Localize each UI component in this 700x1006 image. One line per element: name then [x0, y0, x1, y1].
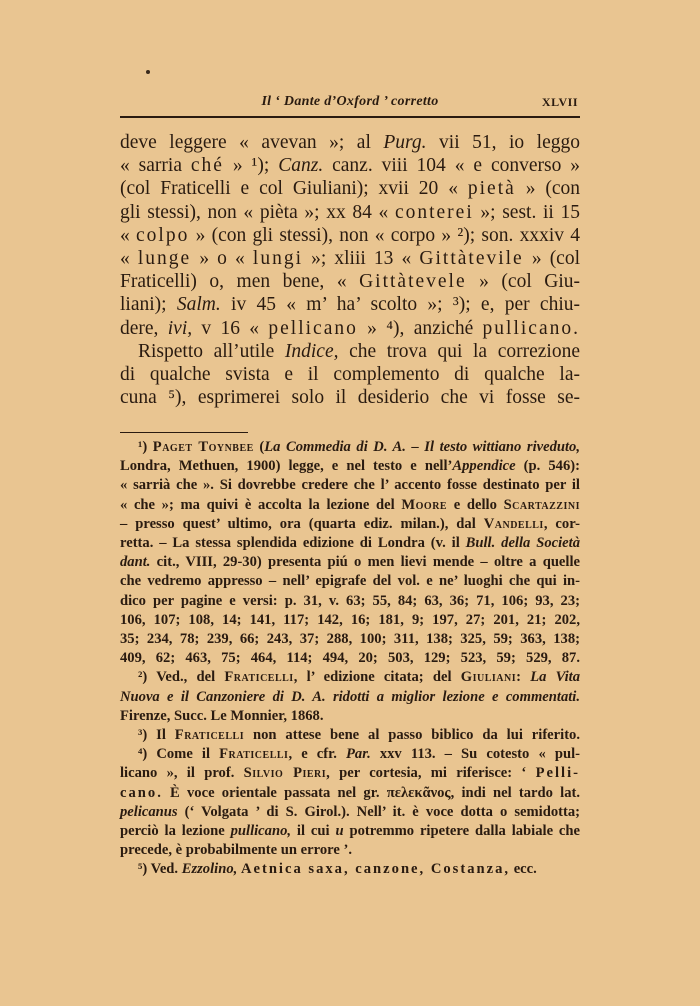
footnote-line: [120, 688, 580, 707]
text-run: ecc.: [510, 861, 537, 878]
text-run: » ⁴), anziché: [357, 317, 483, 339]
text-run: Vandelli: [483, 515, 544, 532]
text-run: colpo: [136, 224, 190, 246]
text-run: xxv 113. – Su cotesto « pul-: [370, 746, 580, 763]
text-run: il cui: [291, 823, 336, 840]
text-run: » (con: [515, 178, 580, 200]
body-line: [120, 201, 580, 224]
footnote-rule: [120, 432, 248, 433]
text-run: e dello: [447, 496, 504, 513]
text-run: Bull. della Società: [465, 535, 580, 552]
footnote-line: [120, 764, 580, 783]
footnote-line: [120, 707, 580, 726]
text-run: , cor-: [543, 515, 580, 532]
footnote-line: [120, 822, 580, 841]
body-line: [120, 270, 580, 293]
text-run: pullicano,: [230, 823, 292, 840]
text-run: Salm.: [176, 294, 221, 316]
text-run: »; sest. ii 15: [473, 201, 580, 223]
footnote-line: [120, 592, 580, 611]
text-run: Moore: [401, 496, 448, 513]
text-run: »; xliii 13 «: [303, 248, 420, 270]
text-run: La Commedia di D. A. – Il testo wittiano riveduto,: [264, 439, 580, 455]
footnote-line: [120, 630, 580, 649]
text-run: « sarrià che ». Si dovrebbe credere che l’ accento fosse destinato per il: [120, 477, 580, 494]
text-run: ⁴) Come il: [138, 746, 220, 763]
text-run: , per cortesia, mi riferisce: ‘: [326, 765, 536, 782]
text-run: « che »; ma quivi è accolta la lezione del: [120, 496, 402, 513]
text-run: , l’ edizione citata; del: [293, 669, 461, 686]
body-text: [120, 131, 580, 409]
text-run: pelicanus: [120, 803, 178, 820]
text-run: cano.: [120, 784, 163, 801]
text-run: v 16 «: [192, 317, 269, 339]
text-run: (col Fraticelli e col Giuliani); xvii 20 «: [120, 178, 468, 200]
footnote-line: [120, 534, 580, 553]
text-run: potremmo ripetere dalla labiale che: [343, 823, 581, 840]
footnote-line: [120, 553, 580, 572]
text-run: (‘ Volgata ’ di S. Girol.). Nell’ it. è voce dotta o semidotta;: [177, 803, 580, 820]
body-line: [120, 224, 580, 247]
text-run: Firenze, Succ. Le Monnier, 1868.: [120, 707, 324, 724]
text-run: La Vita: [530, 669, 580, 686]
body-line: [120, 131, 580, 154]
text-run: di qualche svista e il complemento di qualche la-: [120, 364, 580, 386]
text-run: 409, 62; 463, 75; 464, 114; 494, 20; 503, 129; 523, 59; 529, 87.: [120, 650, 580, 667]
text-run: Canz.: [278, 155, 324, 177]
footnote-line: [120, 784, 580, 803]
text-run: cuna ⁵), esprimerei solo il desiderio che vi fosse se-: [120, 387, 580, 409]
text-run: dico per pagine e versi: p. 31, v. 63; 55, 84; 63, 36; 71, 106; 93, 23;: [120, 592, 580, 609]
footnote-line: [120, 496, 580, 515]
text-run: dant.: [120, 554, 151, 571]
text-run: , e cfr.: [288, 746, 346, 763]
text-run: pellicano: [268, 317, 358, 339]
text-run: (: [253, 439, 265, 455]
text-run: conterei: [394, 201, 474, 223]
footnote-line: [120, 668, 580, 687]
footnote-line: [120, 611, 580, 630]
body-line: [120, 317, 580, 340]
text-run: » ¹);: [223, 155, 279, 177]
text-run: Scartazzini: [503, 496, 580, 513]
text-run: dere,: [120, 317, 168, 339]
text-run: u: [335, 823, 344, 840]
text-run: « sarria: [120, 155, 191, 177]
text-run: ³) Il: [138, 727, 175, 744]
text-run: gli stessi), non « pièta »; xx 84 «: [120, 201, 395, 223]
text-run: Nuova e il Canzoniere di D. A. ridotti a miglior lezione e commentati.: [120, 688, 580, 705]
footnotes: [120, 438, 580, 880]
text-run: che vedremo appresso – nell’ epigrafe del vol. e ne’ luoghi che qui in-: [120, 573, 580, 590]
text-run: Giuliani: [460, 669, 517, 686]
text-run: Appendice: [452, 458, 516, 475]
text-run: ivi,: [167, 317, 193, 339]
text-run: Par.: [346, 746, 371, 763]
text-run: Pelli-: [535, 765, 580, 782]
body-line: [120, 363, 580, 386]
text-run: «: [120, 224, 137, 246]
text-run: Paget Toynbee: [152, 439, 254, 455]
footnote-line: [120, 726, 580, 745]
footnote-line: [120, 841, 580, 860]
text-run: » o «: [191, 248, 253, 270]
running-title: Il ‘ Dante d’Oxford ’ corretto: [261, 94, 439, 109]
body-line: [120, 340, 580, 363]
text-run: (p. 546):: [515, 458, 580, 475]
text-run: canz. viii 104 « e converso »: [323, 155, 581, 177]
text-run: – presso quest’ ultimo, ora (quarta ediz. milan.), dal: [120, 515, 484, 532]
text-run: Ezzolino,: [181, 861, 238, 878]
footnote-line: [120, 438, 580, 457]
page-speck: [146, 70, 150, 74]
text-run: » (col Giu-: [466, 271, 580, 293]
text-run: pietà: [467, 178, 516, 200]
body-line: [120, 386, 580, 409]
footnote-line: [120, 803, 580, 822]
text-run: Silvio Pieri: [243, 765, 327, 782]
text-run: deve leggere « avevan »; al: [120, 132, 384, 153]
body-line: [120, 177, 580, 200]
text-run: ⁵) Ved.: [138, 861, 182, 878]
text-run: È voce orientale passata nel gr. πελεκᾶνος, indi nel tardo lat.: [162, 784, 580, 801]
footnote-line: [120, 649, 580, 668]
text-run: ²) Ved., del: [138, 669, 225, 686]
page-header: [120, 94, 580, 114]
text-run: vii 51, io leggo: [426, 132, 580, 153]
text-run: perciò la lezione: [120, 823, 231, 840]
text-run: lungi: [252, 248, 303, 270]
text-run: Fraticelli: [224, 669, 294, 686]
footnote-line: [120, 745, 580, 764]
body-line: [120, 293, 580, 316]
text-run: licano », il prof.: [120, 765, 244, 782]
header-rule: [120, 116, 580, 118]
footnote-line: [120, 860, 580, 879]
text-run: Indice,: [284, 340, 339, 362]
text-run: ché: [190, 155, 224, 177]
text-run: Gittàtevile: [419, 248, 524, 270]
text-run: Purg.: [383, 132, 427, 153]
text-run: «: [120, 248, 138, 270]
text-run: 35; 234, 78; 239, 66; 243, 37; 288, 100; 311, 138; 325, 59; 363, 138;: [120, 631, 580, 648]
footnote-line: [120, 572, 580, 591]
footnote-line: [120, 476, 580, 495]
text-run: :: [516, 669, 531, 686]
text-run: Fraticelli: [174, 727, 245, 744]
footnote-line: [120, 457, 580, 476]
page-number: XLVII: [541, 95, 578, 109]
text-run: iv 45 « m’ ha’ scolto »; ³); e, per chiu-: [220, 294, 580, 316]
text-run: Londra, Methuen, 1900) legge, e nel testo e nell’: [120, 458, 453, 475]
text-run: lunge: [137, 248, 192, 270]
text-run: Fraticelli) o, men bene, «: [120, 271, 360, 293]
text-run: non attese bene al passo biblico da lui riferito.: [244, 727, 580, 744]
text-run: 106, 107; 108, 14; 141, 117; 142, 16; 181, 9; 197, 27; 201, 21; 202,: [120, 611, 580, 628]
text-run: liani);: [120, 294, 177, 316]
text-run: Fraticelli: [219, 746, 289, 763]
text-run: che trova qui la correzione: [338, 340, 580, 362]
text-run: pullicano.: [482, 317, 580, 339]
text-run: Aetnica saxa, canzone, Costanza,: [240, 861, 511, 878]
body-line: [120, 247, 580, 270]
text-run: precede, è probabilmente un errore ’.: [120, 842, 352, 859]
text-run: » (con gli stessi), non « corpo » ²); son. xxxiv 4: [189, 224, 581, 246]
text-run: retta. – La stessa splendida edizione di Londra (v. il: [120, 535, 466, 552]
body-line: [120, 154, 580, 177]
footnote-line: [120, 515, 580, 534]
text-run: Gittàtevele: [359, 271, 467, 293]
text-run: » (col: [523, 248, 581, 270]
text-run: ¹): [138, 439, 153, 455]
text-run: cit., VIII, 29-30) presenta piú o men lievi mende – oltre a quelle: [150, 554, 580, 571]
text-run: Rispetto all’utile: [138, 340, 285, 362]
